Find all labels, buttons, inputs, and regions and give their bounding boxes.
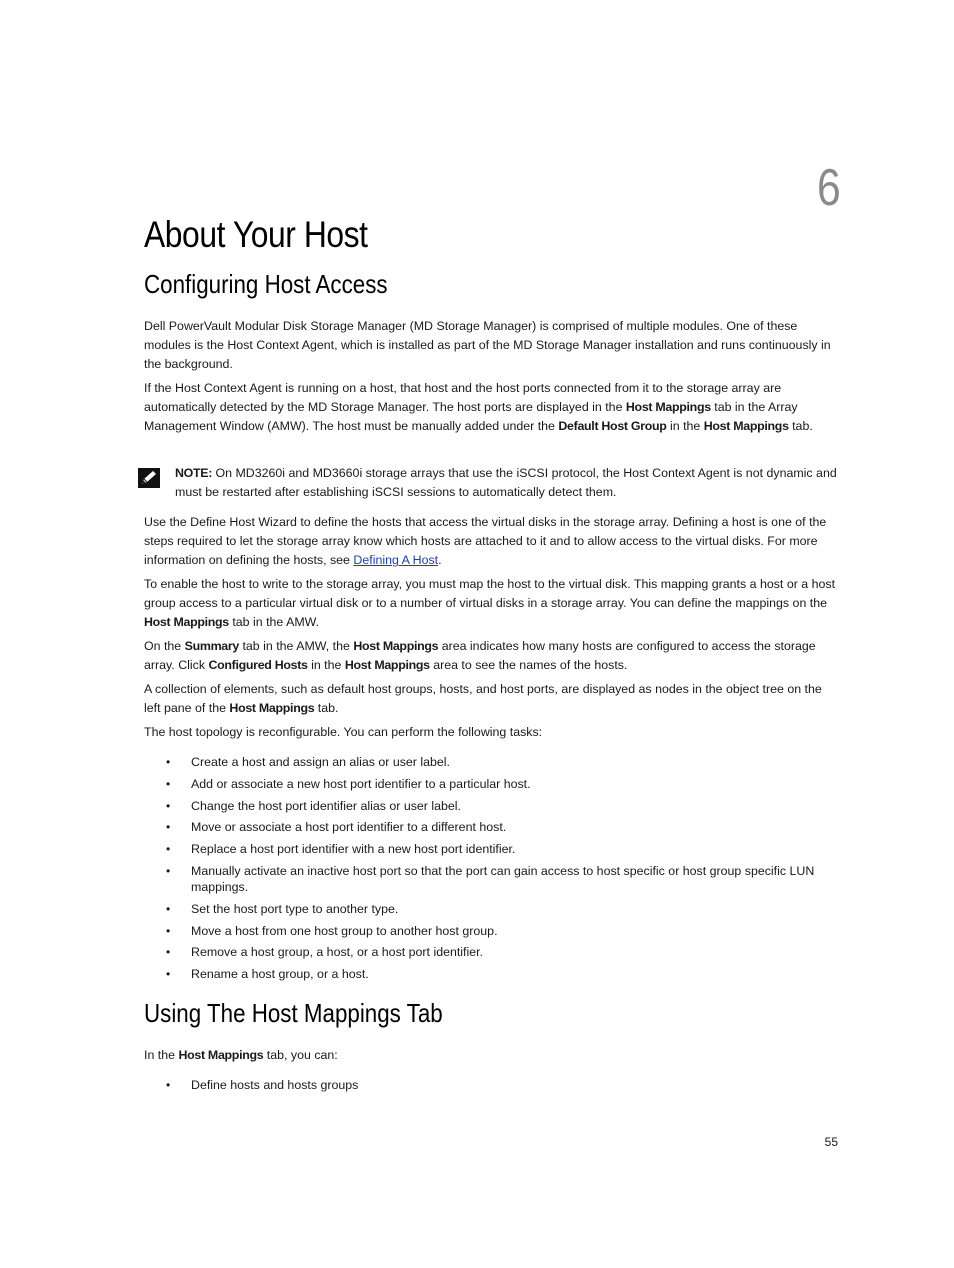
list-item: • Move a host from one host group to another host group. — [144, 923, 840, 939]
paragraph-map-host: To enable the host to write to the storage array, you must map the host to the virtual disk. This mapping grants a host or a host group access to a particular virtual disk or to a number of virtual disks in a storage array. You can define the mappings on the Host Mappings tab in the AMW. — [144, 577, 836, 630]
ui-term: Host Mappings — [344, 658, 430, 673]
ui-term: Host Mappings — [625, 400, 711, 415]
note-text: NOTE: On MD3260i and MD3660i storage arrays that use the iSCSI protocol, the Host Context Agent is not dynamic and must be restarted after establishing iSCSI sessions to automatically detect them. — [175, 466, 837, 500]
task-list — [144, 754, 840, 988]
list-item: • Rename a host group, or a host. — [144, 966, 840, 982]
list-item: • Create a host and assign an alias or user label. — [144, 754, 840, 770]
list-item: • Add or associate a new host port identifier to a particular host. — [144, 776, 840, 792]
paragraph-object-tree: A collection of elements, such as default host groups, hosts, and host ports, are displayed as nodes in the object tree on the left pane of the Host Mappings tab. — [144, 682, 822, 716]
list-item: • Move or associate a host port identifier to a different host. — [144, 819, 840, 835]
paragraph-host-context-agent: If the Host Context Agent is running on a host, that host and the host ports connected from it to the storage array are automatically detected by the MD Storage Manager. The host ports are displayed in the Host Mappings tab in the Array Management Window (AMW). The host must be manually added under the Default Host Group in the Host Mappings tab. — [144, 381, 813, 434]
paragraph-host-mappings-intro: In the Host Mappings tab, you can: — [144, 1048, 338, 1062]
ui-term: Host Mappings — [229, 701, 315, 716]
note-label: NOTE: — [175, 466, 213, 480]
list-item: • Set the host port type to another type. — [144, 901, 840, 917]
paragraph-define-host-wizard: Use the Define Host Wizard to define the hosts that access the virtual disks in the storage array. Defining a host is one of the steps required to let the storage array know which hosts are attached to it and to allow access to the virtual disks. For more information on defining the hosts, see Defining A Host. — [144, 515, 827, 568]
paragraph-intro: Dell PowerVault Modular Disk Storage Manager (MD Storage Manager) is comprised of multiple modules. One of these modules is the Host Context Agent, which is installed as part of the MD Storage Manager installation and runs continuously in the background. — [144, 319, 831, 372]
ui-term: Host Mappings — [353, 639, 439, 653]
ui-term: Configured Hosts — [208, 658, 308, 673]
ui-term: Host Mappings — [703, 419, 789, 434]
chapter-title: About Your Host — [144, 214, 368, 255]
paragraph-topology: The host topology is reconfigurable. You can perform the following tasks: — [144, 725, 543, 739]
note-pencil-icon — [138, 468, 160, 488]
ui-term: Host Mappings — [178, 1048, 264, 1062]
list-item: • Manually activate an inactive host port so that the port can gain access to host specific or host group specific LUN mappings. — [144, 863, 840, 895]
chapter-number: 6 — [817, 159, 840, 217]
list-item: • Replace a host port identifier with a new host port identifier. — [144, 841, 840, 857]
section-heading-host-mappings-tab: Using The Host Mappings Tab — [144, 998, 443, 1028]
list-item: • Remove a host group, a host, or a host port identifier. — [144, 944, 840, 960]
list-item: • Define hosts and hosts groups — [144, 1077, 840, 1093]
page-number: 55 — [824, 1135, 838, 1149]
ui-term: Summary — [184, 639, 240, 653]
defining-a-host-link[interactable]: Defining A Host — [353, 553, 439, 568]
paragraph-summary-tab: On the Summary tab in the AMW, the Host Mappings area indicates how many hosts are configured to access the storage array. Click Configured Hosts in the Host Mappings area to see the names of the hosts. — [144, 639, 816, 673]
ui-term: Default Host Group — [558, 419, 667, 434]
host-mappings-list — [144, 1077, 840, 1099]
ui-term: Host Mappings — [144, 615, 229, 630]
section-heading-configuring-host-access: Configuring Host Access — [144, 269, 388, 299]
list-item: • Change the host port identifier alias or user label. — [144, 798, 840, 814]
